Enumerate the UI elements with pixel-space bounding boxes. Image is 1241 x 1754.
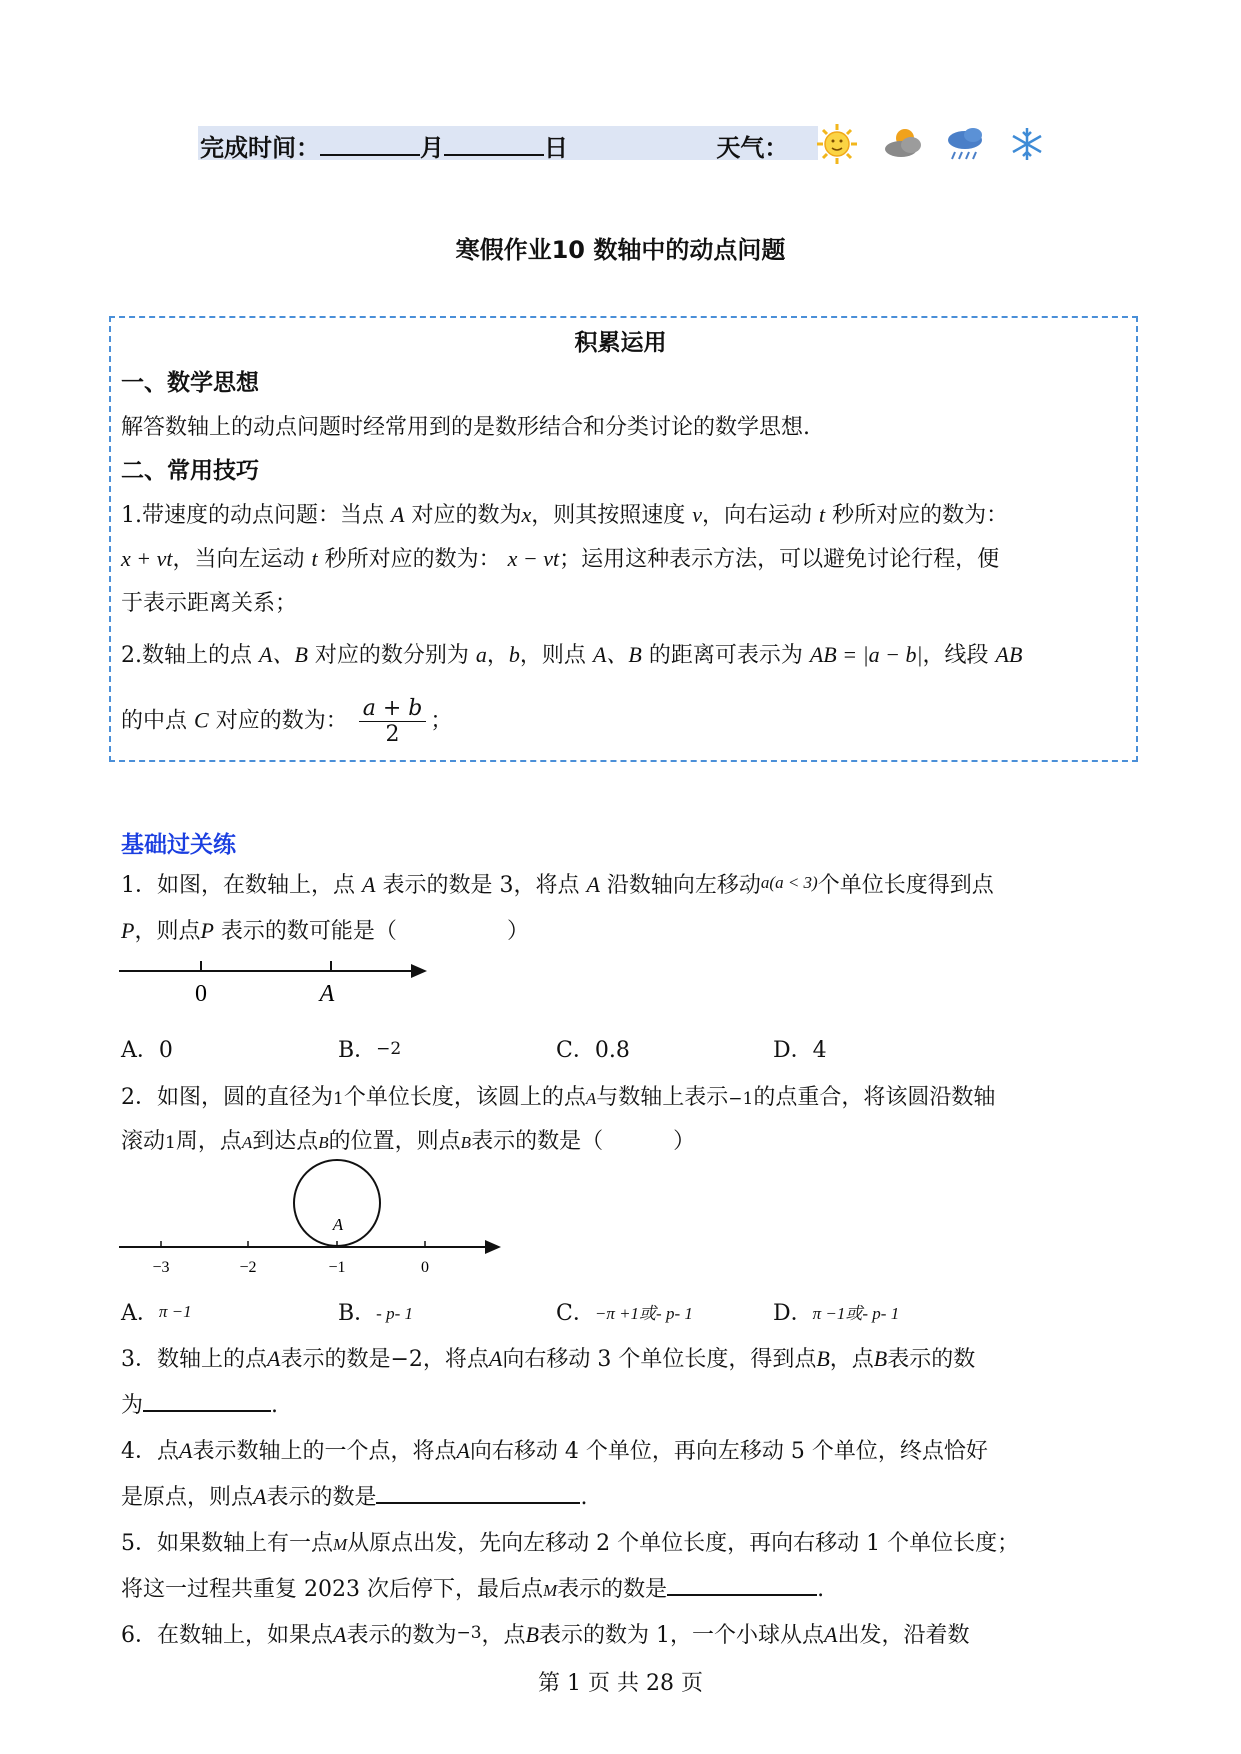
rain-icon: [948, 128, 982, 159]
page-title: 寒假作业10 数轴中的动点问题: [455, 236, 786, 264]
time-label: 完成时间：: [200, 134, 320, 162]
circle-point-label: A: [332, 1215, 344, 1234]
tips-heading-1: 一、数学思想: [121, 370, 259, 396]
midpoint-fraction: $\frac{a + b}{2}$: [359, 696, 427, 747]
tick-label: 0: [421, 1259, 429, 1276]
question-2-line-1: 2．如图，圆的直径为1个单位长度，该圆上的点A与数轴上表示−1的点重合，将该圆沿数轴: [121, 1085, 996, 1110]
question-4-answer-blank[interactable]: [376, 1480, 580, 1504]
day-blank[interactable]: [444, 130, 544, 156]
question-1-option-b[interactable]: B．−2: [338, 1038, 402, 1063]
question-4-line-1: 4．点A表示数轴上的一个点，将点A向右移动 4 个单位，再向左移动 5 个单位，终点恰好: [121, 1438, 988, 1464]
tips-line-1: 1.带速度的动点问题：当点 A 对应的数为x，则其按照速度 v，向右运动 t 秒所对应的数为：: [121, 502, 1009, 528]
question-1-option-a[interactable]: A．0: [121, 1038, 173, 1063]
weather-label: 天气：: [716, 134, 789, 162]
question-1-option-d[interactable]: D．4: [773, 1038, 827, 1063]
question-2-option-d[interactable]: D．π −1或- p- 1: [773, 1301, 900, 1326]
question-5-answer-blank[interactable]: [667, 1572, 817, 1596]
question-2-option-b[interactable]: B．- p- 1: [338, 1301, 413, 1326]
tips-box-title: 积累运用: [574, 330, 667, 356]
question-2-line-2: 滚动1周，点A到达点B的位置，则点B表示的数是（ ）: [121, 1129, 696, 1154]
tips-line-5: 的中点 C 对应的数为： $\frac{a + b}{2}$ ；: [121, 696, 453, 747]
sun-icon: [817, 124, 857, 164]
section-title: 基础过关练: [121, 832, 236, 858]
question-2-option-a[interactable]: A．π −1: [121, 1301, 192, 1326]
question-1-option-c[interactable]: C．0.8: [556, 1038, 630, 1063]
header-completion-line: [200, 128, 788, 163]
month-label: 月: [420, 134, 444, 162]
tips-heading-2: 二、常用技巧: [121, 458, 259, 484]
tick-label-zero: 0: [195, 981, 207, 1007]
question-2-option-c[interactable]: C．−π +1或- p- 1: [556, 1301, 693, 1326]
question-6-line-1: 6．在数轴上，如果点A表示的数为−3，点B表示的数为 1，一个小球从点A出发，沿着数: [121, 1622, 970, 1648]
arrow-head: [411, 964, 427, 978]
question-4-line-2: 是原点，则点A表示的数是 .: [121, 1480, 587, 1511]
page-footer: 第 1 页 共 28 页: [538, 1671, 703, 1696]
tips-line-3: 于表示距离关系；: [121, 591, 298, 616]
month-blank[interactable]: [320, 130, 420, 156]
question-1-line-2: P，则点P 表示的数可能是（ ）: [121, 918, 529, 944]
tick-label: −2: [239, 1259, 257, 1276]
partly-cloudy-icon: [885, 129, 921, 157]
question-3-answer-blank[interactable]: [143, 1388, 271, 1412]
tick-label-a: A: [319, 981, 335, 1007]
question-5-line-2: 将这一过程共重复 2023 次后停下，最后点M表示的数是 .: [121, 1572, 824, 1603]
question-5-line-1: 5．如果数轴上有一点M从原点出发，先向左移动 2 个单位长度，再向右移动 1 个单位长度；: [121, 1531, 1020, 1556]
tips-line-4: 2.数轴上的点 A、B 对应的数分别为 a，b，则点 A、B 的距离可表示为 AB = |a − b|，线段 AB: [121, 642, 1023, 668]
question-3-line-1: 3．数轴上的点A表示的数是−2，将点A向右移动 3 个单位长度，得到点B，点B表示的数: [121, 1346, 976, 1372]
question-1-number-line: [115, 955, 435, 1015]
question-3-line-2: 为 .: [121, 1388, 278, 1419]
tick-label: −1: [328, 1259, 346, 1276]
day-label: 日: [544, 134, 568, 162]
snowflake-icon: [1013, 128, 1041, 160]
tick-label: −3: [152, 1259, 170, 1276]
question-1-line-1: 1．如图，在数轴上，点 A 表示的数是 3，将点 A 沿数轴向左移动a(a < 3)个单位长度得到点: [121, 872, 994, 898]
tips-paragraph-1: 解答数轴上的动点问题时经常用到的是数形结合和分类讨论的数学思想.: [121, 415, 810, 440]
tips-line-2: x + vt，当向左运动 t 秒所对应的数为： x − vt；运用这种表示方法，可以避免讨论行程，便: [121, 546, 1000, 572]
weather-icons: [815, 120, 1055, 168]
arrow-head: [485, 1240, 501, 1254]
question-2-circle-diagram: [115, 1158, 505, 1278]
